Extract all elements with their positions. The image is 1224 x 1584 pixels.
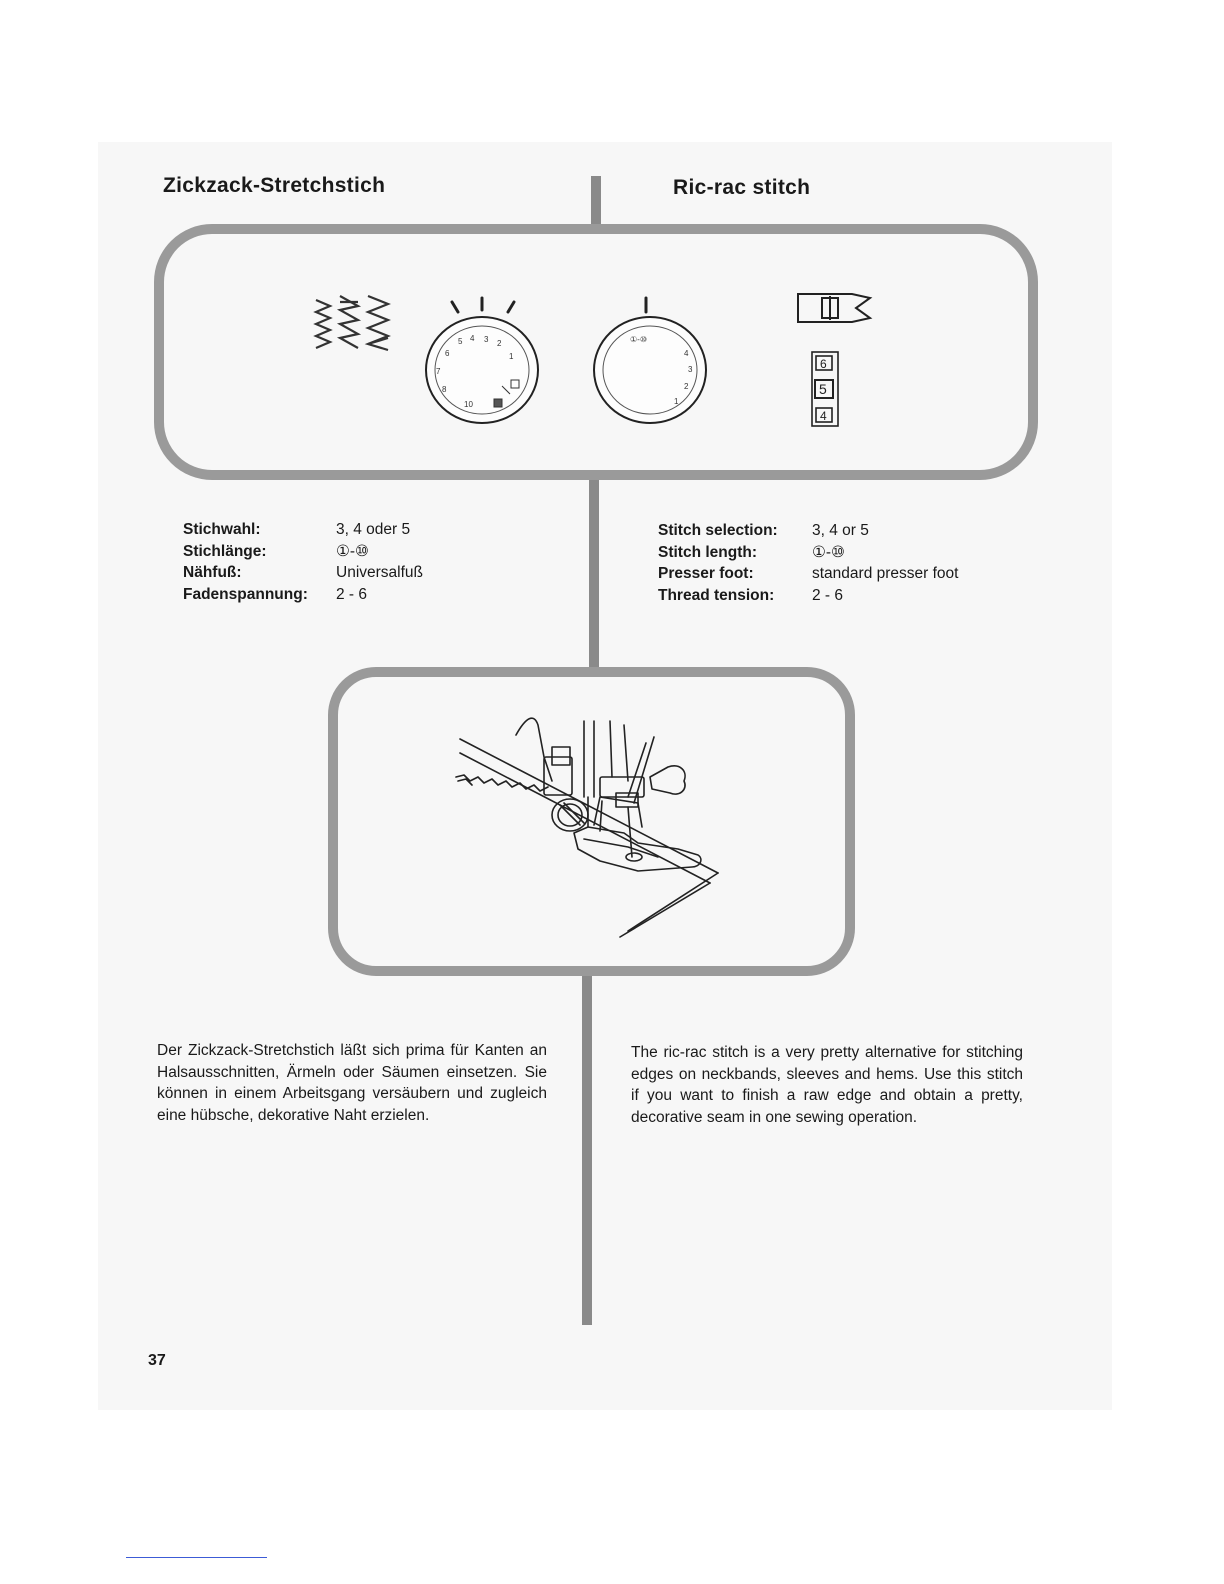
sewing-foot-illustration bbox=[338, 677, 845, 966]
indicator-number: 5 bbox=[819, 381, 827, 397]
setting-value: ①-⑩ bbox=[812, 543, 845, 561]
setting-row bbox=[658, 585, 998, 607]
sewing-illustration-panel bbox=[328, 667, 855, 976]
column-divider-bottom bbox=[582, 970, 592, 1325]
setting-row bbox=[183, 584, 483, 606]
setting-value: 2 - 6 bbox=[812, 586, 844, 604]
setting-value: 3, 4 oder 5 bbox=[336, 521, 411, 538]
setting-value: standard presser foot bbox=[812, 565, 959, 582]
settings-list-german bbox=[183, 519, 483, 605]
dial-number: 10 bbox=[464, 400, 473, 409]
setting-value: 3, 4 or 5 bbox=[812, 522, 869, 539]
setting-value: 2 - 6 bbox=[336, 585, 368, 603]
title-german: Zickzack-Stretchstich bbox=[163, 174, 386, 197]
dial-number: 3 bbox=[484, 335, 489, 344]
dial-label: 3 bbox=[688, 365, 693, 374]
pattern-indicator-icon bbox=[812, 352, 838, 426]
setting-label: Stitch selection: bbox=[658, 522, 778, 539]
dial-number: 7 bbox=[436, 367, 441, 376]
setting-label: Thread tension: bbox=[658, 586, 775, 604]
setting-value: ①-⑩ bbox=[336, 542, 369, 560]
setting-row bbox=[658, 563, 998, 585]
setting-row bbox=[183, 562, 483, 584]
description-english: The ric-rac stitch is a very pretty alternative for stitching edges on neckbands, sleeves and hems. Use this stitch if you want to finish a raw edge and obtain a pretty, decorative seam in one sewing operation. bbox=[631, 1044, 1023, 1126]
settings-list-english bbox=[658, 520, 998, 606]
setting-label: Stichwahl: bbox=[183, 521, 261, 538]
selector-marks-icon bbox=[452, 298, 646, 312]
stitch-selector-dial-icon bbox=[426, 317, 538, 423]
dial-number: 6 bbox=[445, 349, 450, 358]
presser-foot-icon bbox=[798, 294, 870, 322]
setting-row bbox=[658, 520, 998, 542]
dial-number: 4 bbox=[470, 334, 475, 343]
setting-row bbox=[183, 519, 483, 541]
setting-row bbox=[183, 541, 483, 563]
settings-illustration bbox=[164, 234, 1028, 470]
setting-row bbox=[658, 542, 998, 564]
column-divider-middle bbox=[589, 478, 599, 674]
setting-value: Universalfuß bbox=[336, 564, 423, 581]
indicator-number: 6 bbox=[820, 357, 827, 371]
title-english: Ric-rac stitch bbox=[673, 176, 811, 199]
description-german: Der Zickzack-Stretchstich läßt sich prima für Kanten an Halsausschnitten, Ärmeln oder Säumen einsetzen. Sie können in einem Arbeitsgang versäubern und zugleich eine hübsche, dekorative Naht erzielen. bbox=[157, 1042, 547, 1124]
dial-number: 8 bbox=[442, 385, 447, 394]
setting-label: Fadenspannung: bbox=[183, 585, 308, 603]
stitch-symbol-icon bbox=[316, 296, 388, 350]
setting-label: Stitch length: bbox=[658, 543, 758, 561]
dial-number: 2 bbox=[497, 339, 502, 348]
footer-link-underline[interactable] bbox=[126, 1557, 267, 1558]
dial-label: 2 bbox=[684, 382, 689, 391]
dial-label: 1 bbox=[674, 397, 679, 406]
dial-label: ①-⑩ bbox=[630, 335, 648, 344]
dial-label: 4 bbox=[684, 349, 689, 358]
stitch-length-dial-icon bbox=[594, 317, 706, 423]
indicator-number: 4 bbox=[820, 409, 827, 423]
page-number: 37 bbox=[148, 1352, 166, 1369]
settings-illustration-panel bbox=[154, 224, 1038, 480]
setting-label: Nähfuß: bbox=[183, 564, 242, 581]
dial-number: 5 bbox=[458, 337, 463, 346]
setting-label: Presser foot: bbox=[658, 565, 754, 582]
dial-number: 1 bbox=[509, 352, 514, 361]
setting-label: Stichlänge: bbox=[183, 542, 267, 560]
